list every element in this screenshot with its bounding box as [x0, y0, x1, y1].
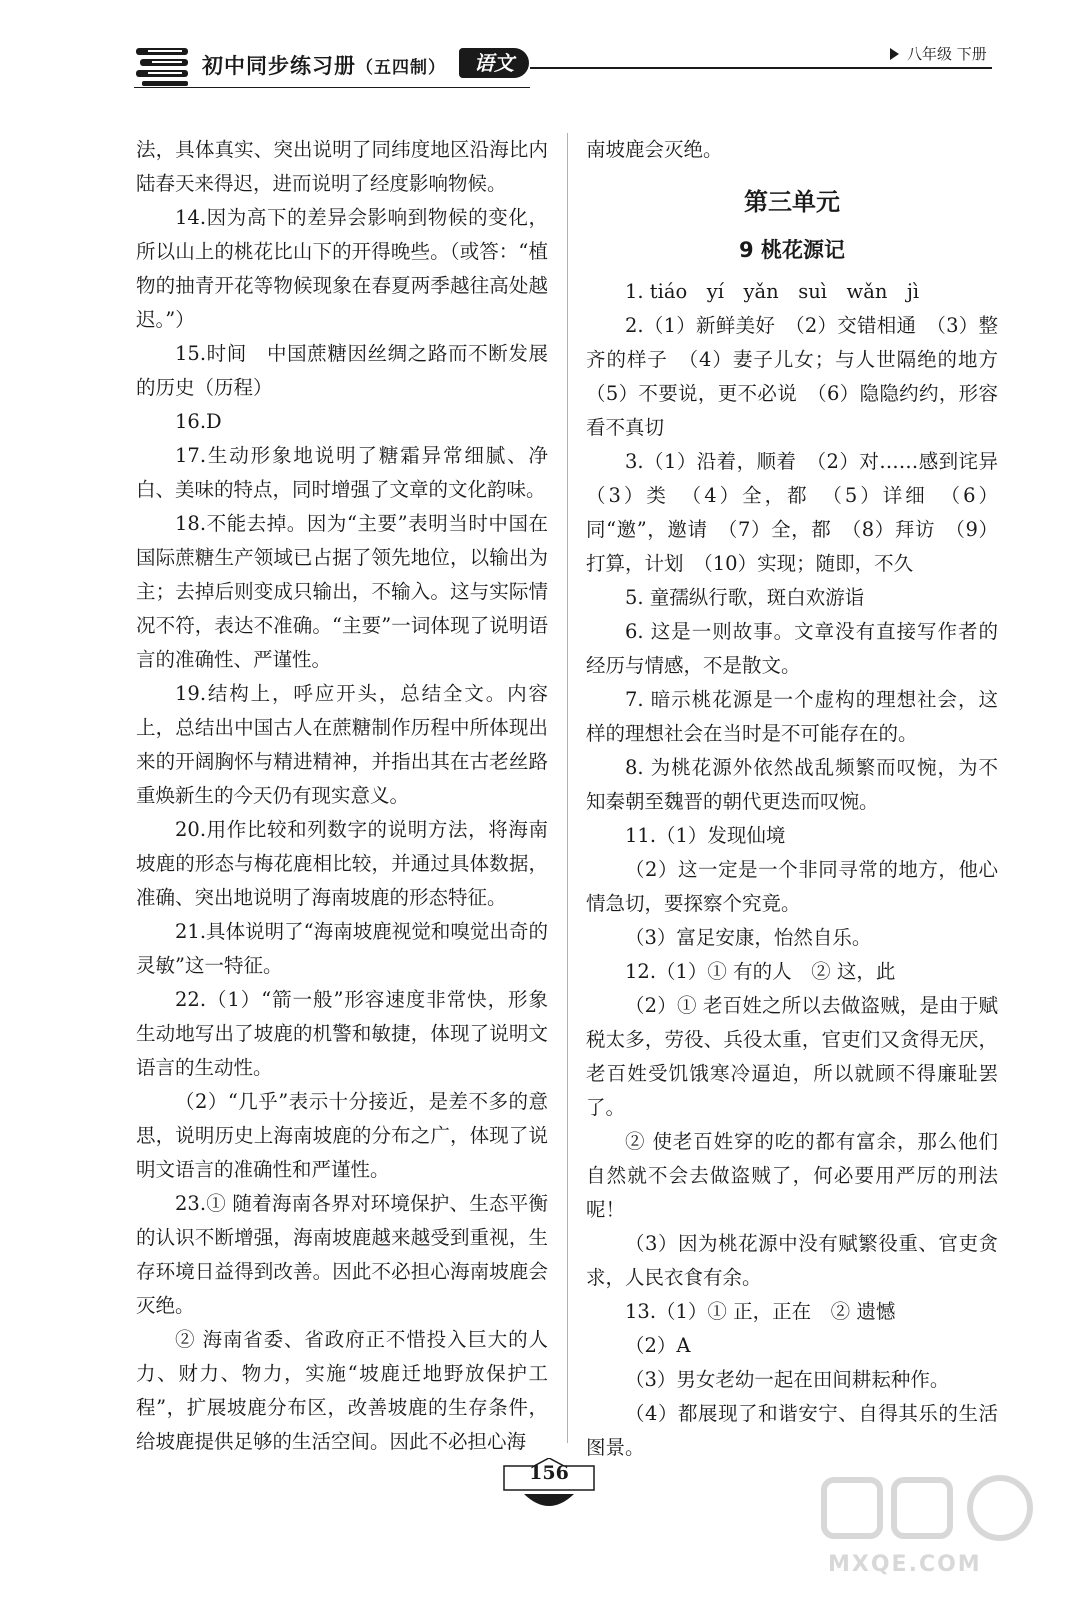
answer-paragraph: 2.（1）新鲜美好 （2）交错相通 （3）整齐的样子 （4）妻子儿女；与人世隔绝的地方 （5）不要说，更不必说 （6）隐隐约约，形容看不真切: [586, 314, 1018, 439]
answer-paragraph: ② 海南省委、省政府正不惜投入巨大的人力、财力、物力，实施“坡鹿迁地野放保护工程”，扩展坡鹿分布区，改善坡鹿的生存条件，给坡鹿提供足够的生活空间。因此不必担心海: [136, 1328, 548, 1453]
grade-text: 八年级 下册: [907, 45, 987, 63]
answer-paragraph: （2）“几乎”表示十分接近，是差不多的意思，说明历史上海南坡鹿的分布之广，体现了说明文语言的准确性和严谨性。: [136, 1090, 548, 1181]
lesson-title: 9 桃花源记: [739, 238, 845, 262]
series-title: [202, 50, 446, 80]
answer-paragraph: 16.D: [175, 410, 222, 433]
answer-paragraph: 23.① 随着海南各界对环境保护、生态平衡的认识不断增强，海南坡鹿越来越受到重视，生存环境日益得到改善。因此不必担心海南坡鹿会灭绝。: [136, 1192, 548, 1317]
answer-paragraph: 19.结构上，呼应开头，总结全文。内容上，总结出中国古人在蔗糖制作历程中所体现出来的开阔胸怀与精进精神，并指出其在古老丝路重焕新生的今天仍有现实意义。: [136, 682, 548, 807]
watermark-text: MXQE.COM: [828, 1552, 982, 1577]
answer-paragraph: 11.（1）发现仙境: [625, 824, 786, 847]
grade-label: [890, 43, 987, 64]
answer-paragraph: （2）A: [625, 1334, 691, 1357]
answer-paragraph: （2）这一定是一个非同寻常的地方，他心情急切，要探察个究竟。: [586, 858, 998, 915]
answer-paragraph: 18.不能去掉。因为“主要”表明当时中国在国际蔗糖生产领域已占据了领先地位，以输出为主；去掉后则变成只输出，不输入。这与实际情况不符，表达不准确。“主要”一词体现了说明语言的准确性、严谨性。: [136, 512, 548, 671]
page-header: [0, 38, 1078, 98]
series-title-text: 初中同步练习册: [202, 54, 356, 78]
answer-paragraph: 1. tiáo yí yǎn suì wǎn jì: [625, 280, 920, 303]
answer-paragraph: （3）富足安康，怡然自乐。: [625, 926, 872, 949]
answer-paragraph: 8. 为桃花源外依然战乱频繁而叹惋，为不知秦朝至魏晋的朝代更迭而叹惋。: [586, 756, 998, 813]
answer-paragraph: 21.具体说明了“海南坡鹿视觉和嗅觉出奇的灵敏”这一特征。: [136, 920, 548, 977]
answer-paragraph: 20.用作比较和列数字的说明方法，将海南坡鹿的形态与梅花鹿相比较，并通过具体数据，准确、突出地说明了海南坡鹿的形态特征。: [136, 818, 548, 909]
answer-paragraph: （4）都展现了和谐安宁、自得其乐的生活图景。: [586, 1402, 998, 1459]
watermark-logo-icon: [820, 1470, 1040, 1550]
subject-tab: 语文: [459, 48, 529, 78]
answer-paragraph: （3）男女老幼一起在田间耕耘种作。: [625, 1368, 950, 1391]
page-number-badge: [494, 1458, 604, 1518]
answer-paragraph: 14.因为高下的差异会影响到物候的变化，所以山上的桃花比山下的开得晚些。（或答：“植物的抽青开花等物候现象在春夏两季越往高处越迟。”）: [136, 206, 548, 331]
answer-paragraph: （3）因为桃花源中没有赋繁役重、官吏贪求，人民衣食有余。: [586, 1232, 998, 1289]
page-number: 156: [529, 1462, 569, 1484]
answer-paragraph: 7. 暗示桃花源是一个虚构的理想社会，这样的理想社会在当时是不可能存在的。: [586, 688, 998, 745]
header-rule: [530, 67, 992, 69]
answer-paragraph: 南坡鹿会灭绝。: [586, 138, 723, 161]
answer-paragraph: （2）① 老百姓之所以去做盗贼，是由于赋税太多，劳役、兵役太重，官吏们又贪得无厌，老百姓受饥饿寒冷逼迫，所以就顾不得廉耻罢了。: [586, 994, 998, 1119]
answer-paragraph: 22.（1）“箭一般”形容速度非常快，形象生动地写出了坡鹿的机警和敏捷，体现了说明文语言的生动性。: [136, 988, 548, 1079]
answer-paragraph: 6. 这是一则故事。文章没有直接写作者的经历与情感，不是散文。: [586, 620, 998, 677]
answer-paragraph: 5. 童孺纵行歌，斑白欢游诣: [625, 586, 865, 609]
header-underline: [134, 87, 530, 88]
series-subtitle: （五四制）: [356, 58, 446, 78]
unit-title: 第三单元: [744, 188, 840, 216]
answer-paragraph: 法，具体真实、突出说明了同纬度地区沿海比内陆春天来得迟，进而说明了经度影响物候。: [136, 138, 548, 195]
answer-paragraph: 15.时间 中国蔗糖因丝绸之路而不断发展的历史（历程）: [136, 342, 548, 399]
answer-paragraph: 17.生动形象地说明了糖霜异常细腻、净白、美味的特点，同时增强了文章的文化韵味。: [136, 444, 548, 501]
column-divider: [567, 133, 568, 1443]
book-stack-icon: [134, 46, 190, 88]
triangle-icon: [890, 48, 899, 60]
answer-paragraph: ② 使老百姓穿的吃的都有富余，那么他们自然就不会去做盗贼了，何必要用严厉的刑法呢！: [586, 1130, 998, 1221]
right-column: [586, 133, 1018, 1465]
left-column: [136, 133, 548, 1459]
answer-paragraph: 12.（1）① 有的人 ② 这，此: [625, 960, 896, 983]
answer-paragraph: 13.（1）① 正，正在 ② 遗憾: [625, 1300, 896, 1323]
watermark: [820, 1470, 1040, 1580]
answer-paragraph: 3.（1）沿着，顺着 （2）对……感到诧异 （3）类 （4）全，都 （5）详细 （6）同“邀”，邀请 （7）全，都 （8）拜访 （9）打算，计划 （10）实现；随即，不久: [586, 450, 1018, 575]
